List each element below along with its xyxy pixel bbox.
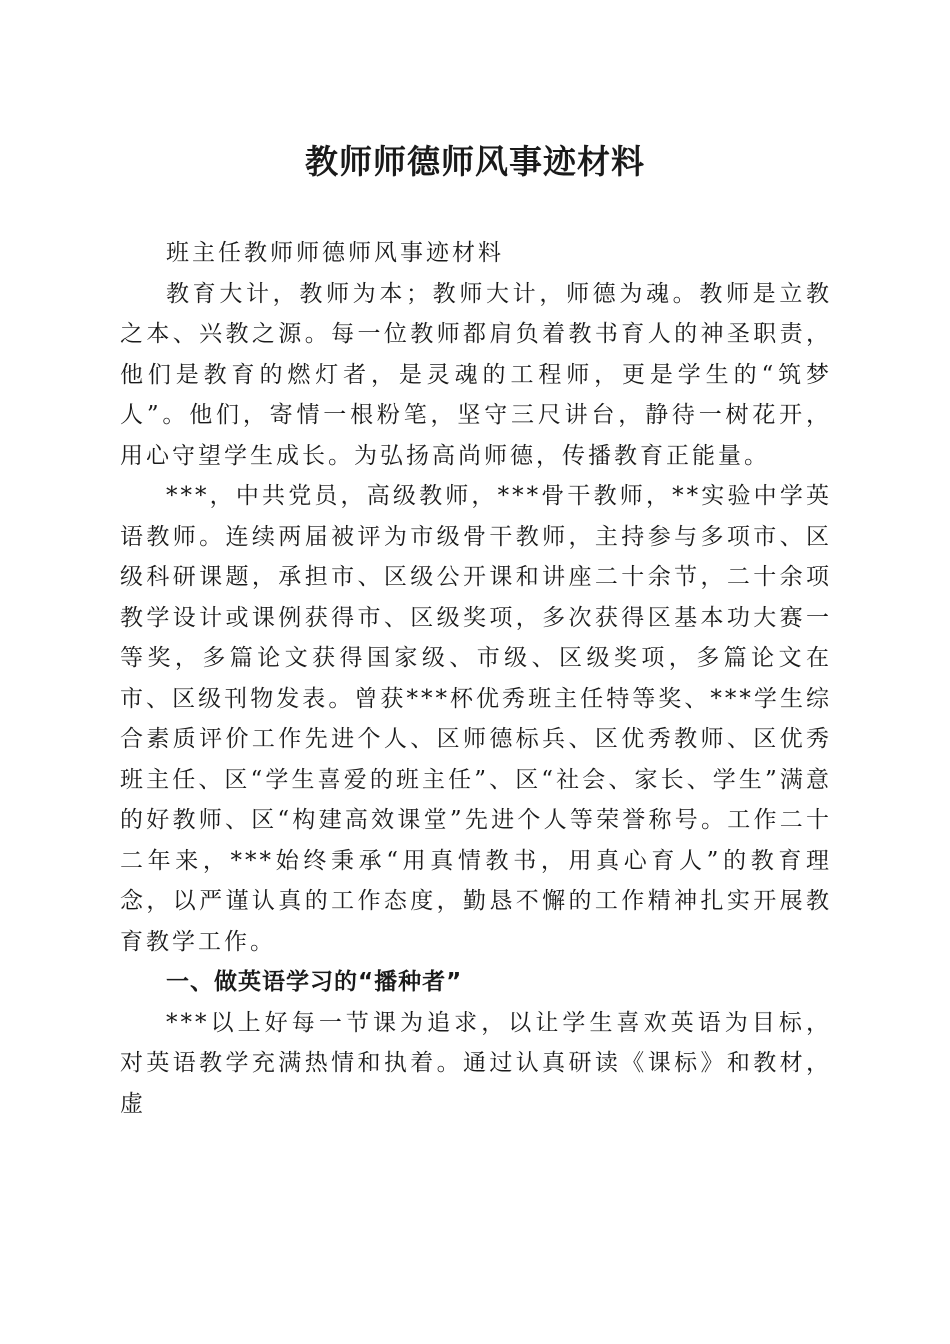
section-heading: 一、做英语学习的“播种者”: [166, 969, 463, 995]
document-subtitle: 班主任教师师德师风事迹材料: [166, 240, 504, 266]
document-body: [120, 233, 832, 1124]
paragraph-intro: 教育大计，教师为本；教师大计，师德为魂。教师是立教之本、兴教之源。每一位教师都肩负着教书育人的神圣职责，他们是教育的燃灯者，是灵魂的工程师，更是学生的“筑梦人”。他们，寄情一根粉笔，坚守三尺讲台，静待一树花开，用心守望学生成长。为弘扬高尚师德，传播教育正能量。: [120, 280, 832, 469]
section-paragraph: ***以上好每一节课为追求，以让学生喜欢英语为目标，对英语教学充满热情和执着。通过认真研读《课标》和教材，虚: [120, 1009, 832, 1117]
paragraph-profile: ***，中共党员，高级教师，***骨干教师，**实验中学英语教师。连续两届被评为市级骨干教师，主持参与多项市、区级科研课题，承担市、区级公开课和讲座二十余节，二十余项教学设计或课例获得市、区级奖项，多次获得区基本功大赛一等奖，多篇论文获得国家级、市级、区级奖项，多篇论文在市、区级刊物发表。曾获***杯优秀班主任特等奖、***学生综合素质评价工作先进个人、区师德标兵、区优秀教师、区优秀班主任、区“学生喜爱的班主任”、区“社会、家长、学生”满意的好教师、区“构建高效课堂”先进个人等荣誉称号。工作二十二年来，***始终秉承“用真情教书，用真心育人”的教育理念，以严谨认真的工作态度，勤恳不懈的工作精神扎实开展教育教学工作。: [120, 483, 832, 955]
document-title: 教师师德师风事迹材料: [305, 142, 645, 181]
